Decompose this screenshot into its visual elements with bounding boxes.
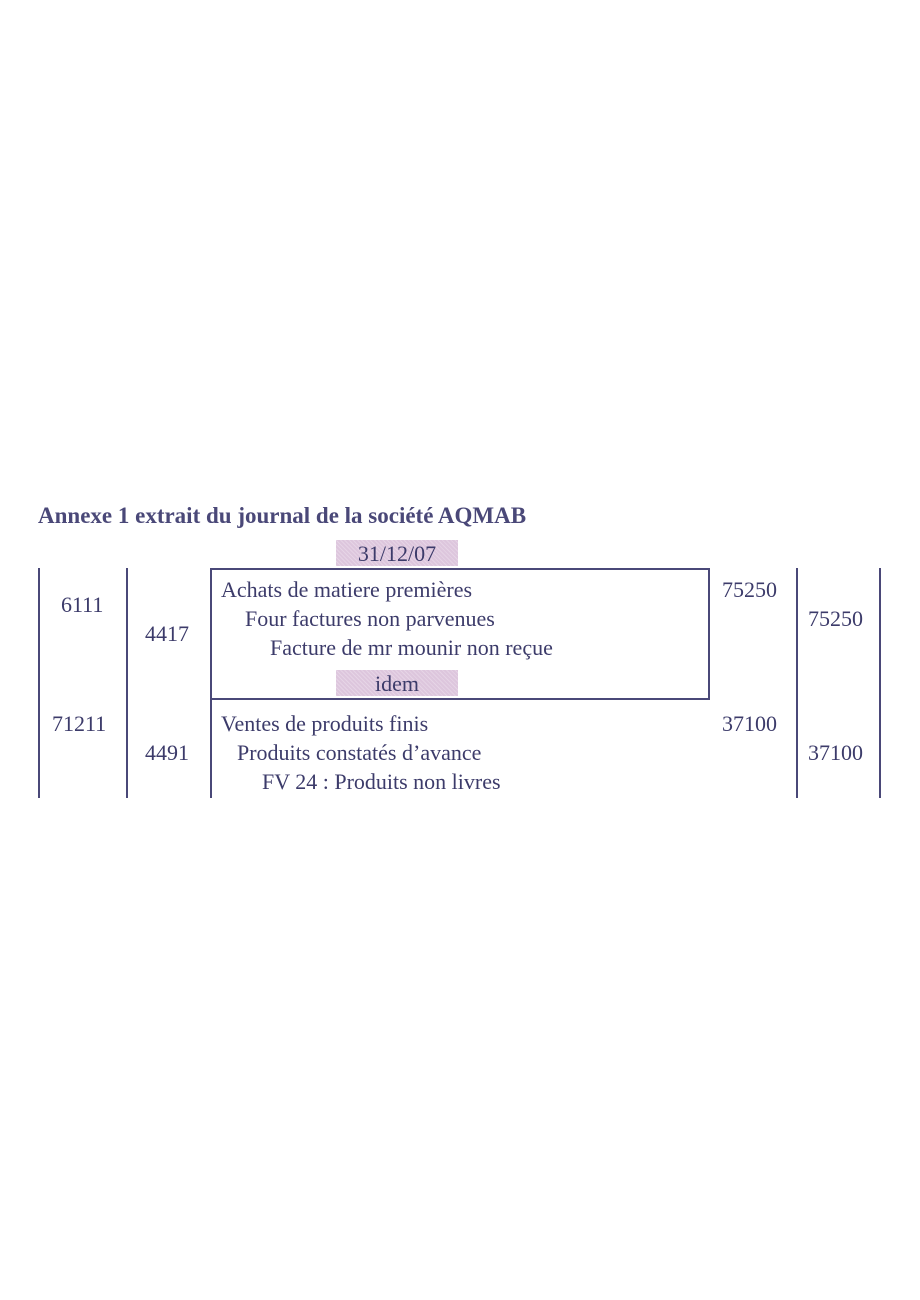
column-rule-debit-amount	[796, 568, 798, 798]
credit-account: 4491	[145, 740, 189, 765]
debit-amount: 75250	[722, 577, 777, 602]
debit-label: Achats de matiere premières	[221, 577, 473, 602]
credit-label: Produits constatés d’avance	[237, 740, 482, 765]
credit-label: Four factures non parvenues	[245, 606, 495, 631]
column-rule-left	[38, 568, 40, 798]
entry-date: idem	[336, 670, 458, 696]
document-title: Annexe 1 extrait du journal de la société AQMAB	[38, 503, 527, 528]
credit-amount: 37100	[808, 740, 863, 765]
column-rule-right	[879, 568, 881, 798]
debit-label: Ventes de produits finis	[221, 711, 429, 736]
credit-amount: 75250	[808, 606, 863, 631]
column-rule-credit-account	[210, 568, 212, 798]
entry-description: Facture de mr mounir non reçue	[270, 635, 553, 660]
debit-account: 6111	[61, 592, 104, 617]
entry-top-rule	[210, 568, 710, 570]
column-rule-label	[708, 568, 710, 700]
column-rule-debit-account	[126, 568, 128, 798]
debit-amount: 37100	[722, 711, 777, 736]
credit-account: 4417	[145, 621, 189, 646]
entry-date: 31/12/07	[336, 540, 458, 566]
entry-description: FV 24 : Produits non livres	[262, 769, 501, 794]
entry-separator-rule	[210, 698, 710, 700]
debit-account: 71211	[52, 711, 107, 736]
